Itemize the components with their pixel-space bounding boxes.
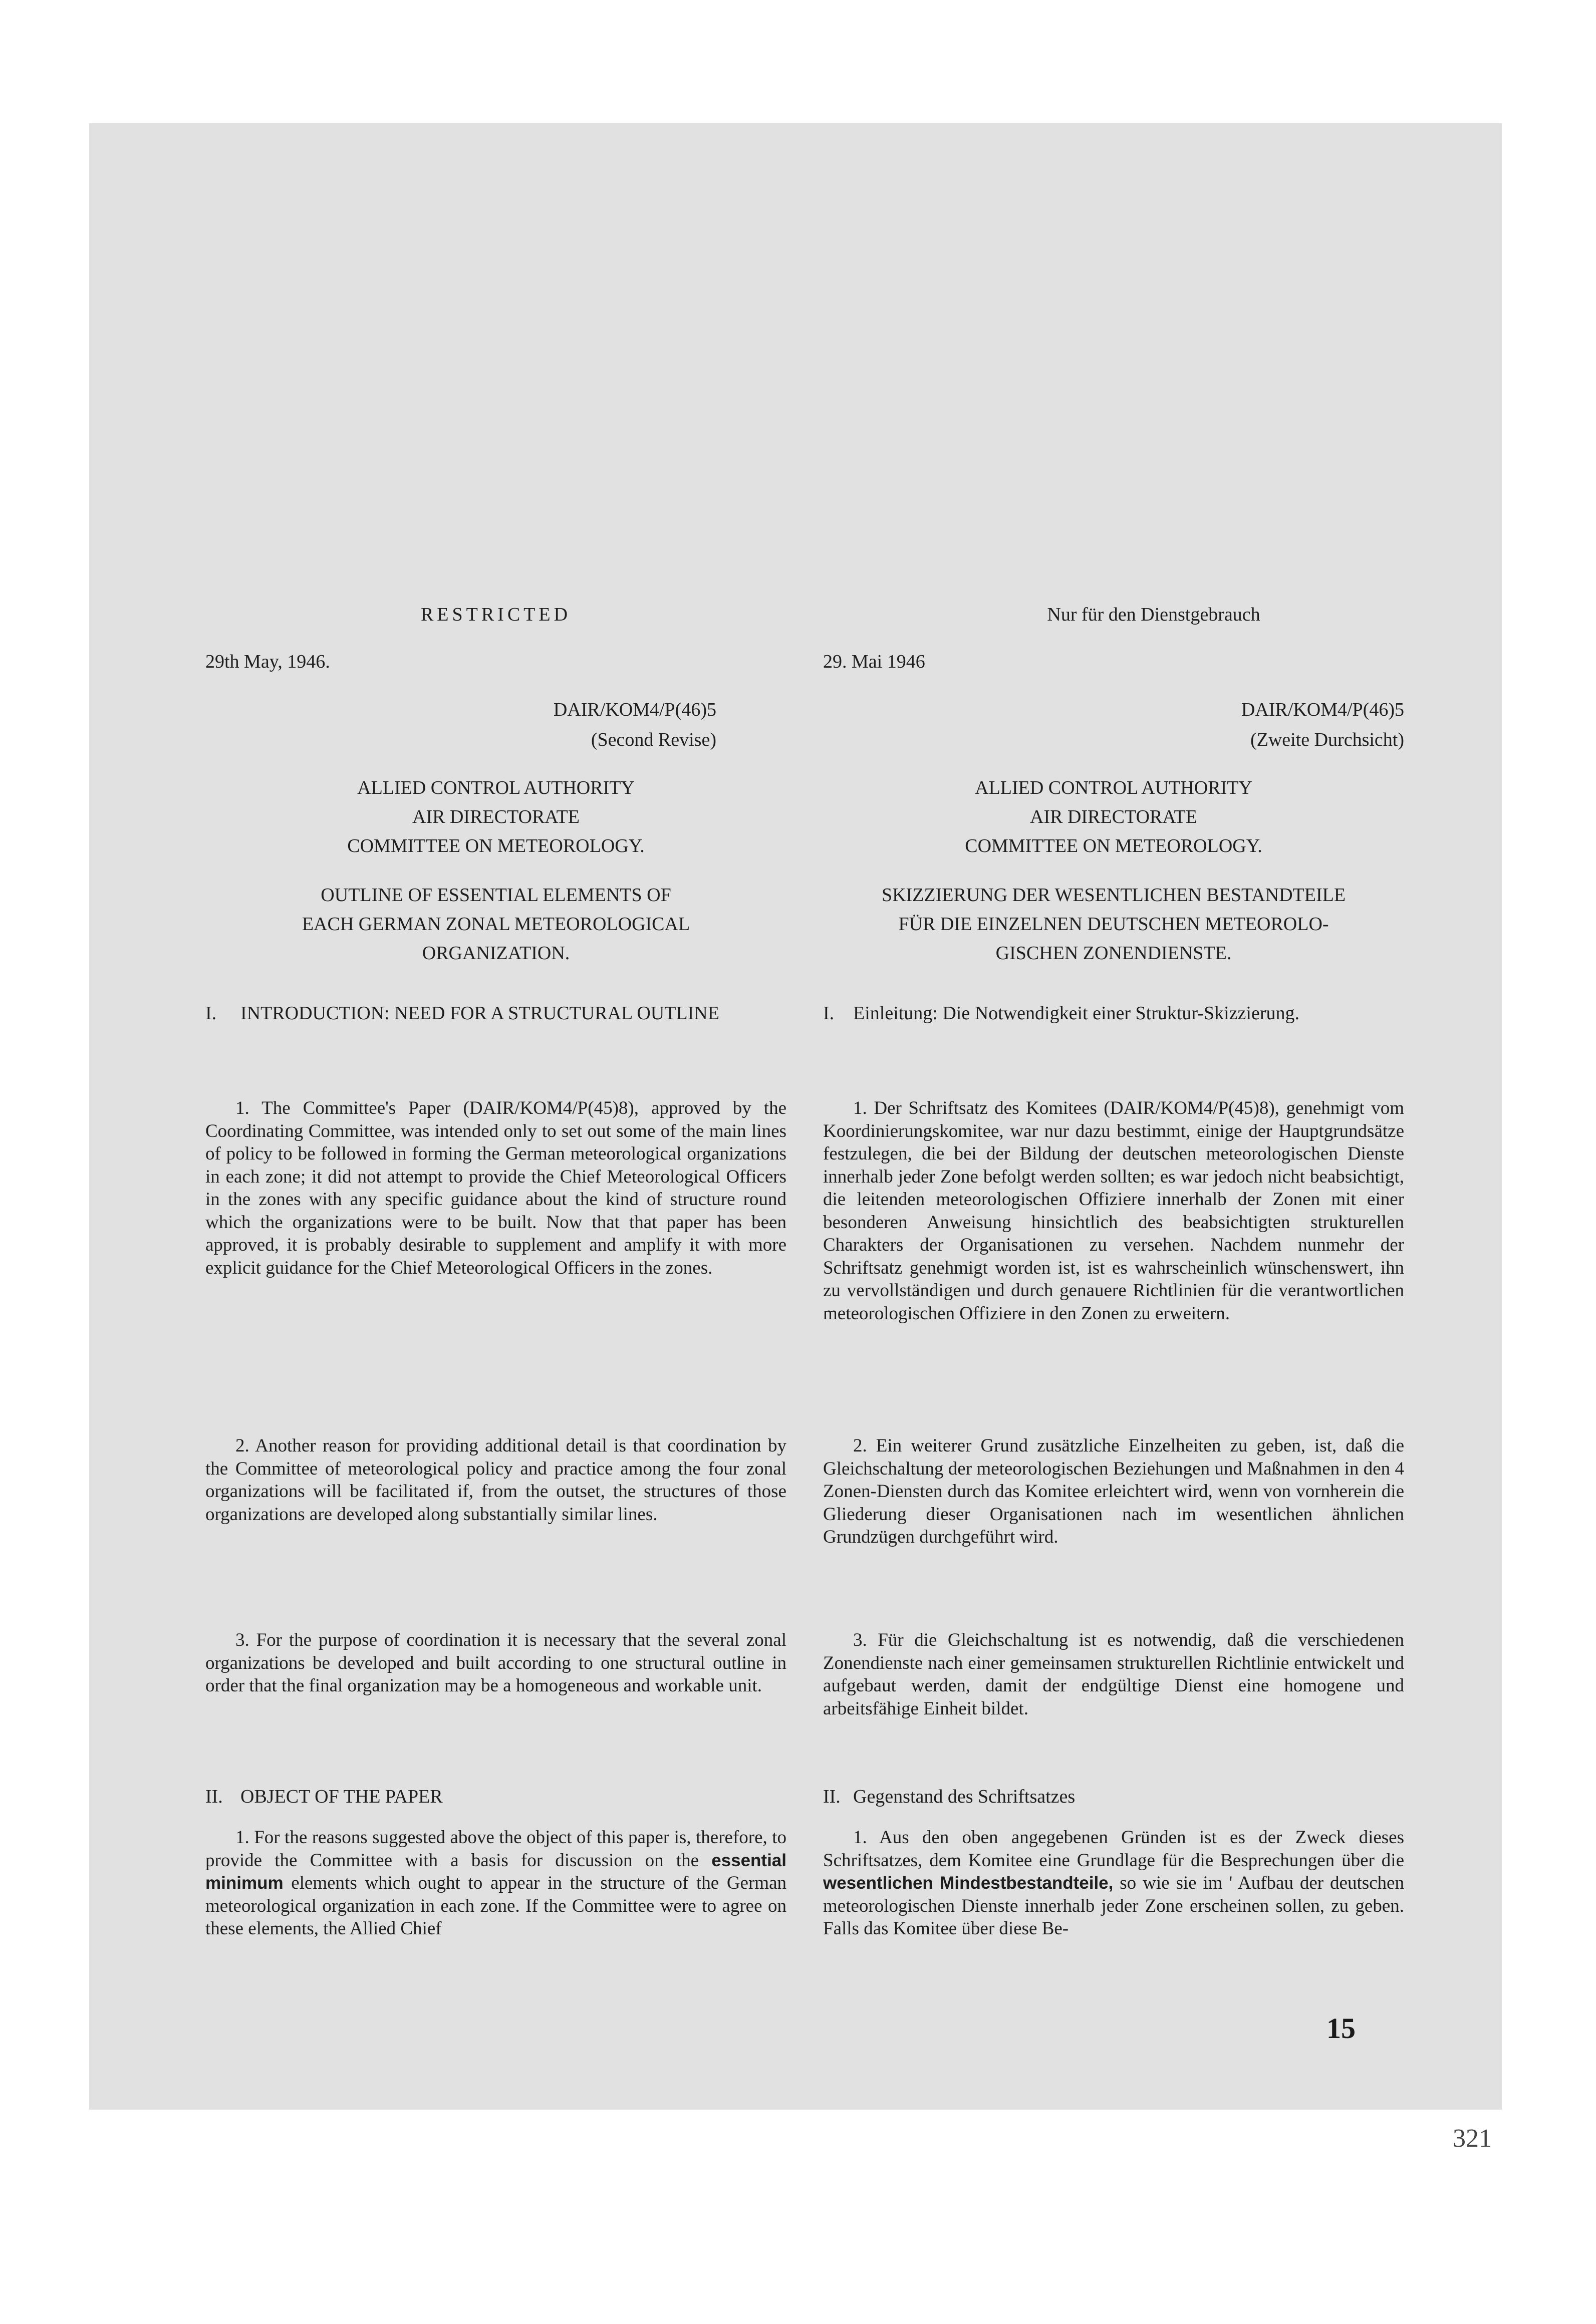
paragraph-1-de: 1. Der Schriftsatz des Komitees (DAIR/KOM4/P(45)8), genehmigt vom Koordinierungskomitee, war nur dazu bestimmt, einige der Hauptgrundsätze festzulegen, die bei der Bildung der deutschen meteorologischen Dienste innerhalb jeder Zone befolgt werden sollten; es war jedoch nicht beabsichtigt, die leitenden meteorologischen Offiziere innerhalb der Zonen mit einer besonderen Anweisung hinsichtlich des beabsichtigten strukturellen Charakters der Organisationen zu versehen. Nachdem nunmehr der Schriftsatz genehmigt worden ist, ist es wahrscheinlich wünschenswert, ihn zu vervollständigen und durch genauere Richtlinien für die verantwortlichen meteorologischen Offiziere in den Zonen zu erweitern. (823, 1098, 1404, 1324)
authority-block-en (205, 773, 786, 860)
section-number: I. (205, 1003, 217, 1024)
paragraph-1-en: 1. The Committee's Paper (DAIR/KOM4/P(45)8), approved by the Coordinating Committee, was intended only to set out some of the main lines of policy to be followed in forming the German meteorological organizations in each zone; it did not attempt to provide the Chief Meteorological Officers in the zones with any specific guidance about the kind of structure round which the organizations were to be built. Now that that paper has been approved, it is probably desirable to supplement and amplify it with more explicit guidance for the Chief Meteorological Officers in the zones. (205, 1098, 786, 1278)
paragraph-text: elements which ought to appear in the structure of the German meteorological organization in each zone. If the Committee were to agree on these elements, the Allied Chief (205, 1873, 786, 1939)
paragraph-text: so wie sie im ' Aufbau der deutschen meteorologischen Dienste innerhalb jeder Zone erscheinen sollen, zu geben. Falls das Komitee über diese Be- (823, 1873, 1404, 1939)
section-title: OBJECT OF THE PAPER (240, 1786, 443, 1807)
section1-heading-de (823, 999, 1404, 1028)
classification-de: Nur für den Dienstgebrauch (1047, 604, 1260, 625)
title-line: OUTLINE OF ESSENTIAL ELEMENTS OF (321, 885, 671, 906)
date-en: 29th May, 1946. (205, 651, 330, 672)
paragraph-2-en: 2. Another reason for providing additional detail is that coordination by the Committee of meteorological policy and practice among the four zonal organizations will be facilitated if, from the outset, the structures of those organizations are developed along substantially similar lines. (205, 1435, 786, 1525)
bold-emphasis: essential minimum (205, 1850, 786, 1893)
authority-block-de (823, 773, 1404, 860)
doc-ref-de: DAIR/KOM4/P(46)5 (1241, 699, 1404, 720)
paragraph-4-de (823, 1826, 1404, 1940)
authority-line: COMMITTEE ON METEOROLOGY. (347, 835, 645, 856)
title-block-de (823, 881, 1404, 968)
document-sheet (89, 123, 1502, 2110)
section2-heading-de (823, 1785, 1404, 1808)
english-column (205, 123, 786, 2110)
book-page-number: 321 (1453, 2124, 1492, 2153)
bold-emphasis: wesentlichen Mindestbestandteile, (823, 1873, 1114, 1893)
revision-en: (Second Revise) (591, 729, 716, 750)
authority-line: ALLIED CONTROL AUTHORITY (975, 777, 1252, 798)
sheet-page-number: 15 (1326, 2012, 1356, 2045)
authority-line: AIR DIRECTORATE (412, 806, 580, 827)
paragraph-4-en (205, 1826, 786, 1940)
doc-ref-en: DAIR/KOM4/P(46)5 (553, 699, 716, 720)
classification-en: RESTRICTED (420, 604, 572, 625)
paragraph-3-en: 3. For the purpose of coordination it is necessary that the several zonal organizations be developed and built according to one structural outline in order that the final organization may be a homogeneous and workable unit. (205, 1630, 786, 1696)
paragraph-text: 1. For the reasons suggested above the object of this paper is, therefore, to provide the Committee with a basis for discussion on the (205, 1827, 786, 1871)
paragraph-3-de: 3. Für die Gleichschaltung ist es notwendig, daß die verschiedenen Zonendienste nach einer gemeinsamen strukturellen Richtlinie entwickelt und aufgebaut werden, damit der endgültige Dienst eine homogene und arbeitsfähige Einheit bildet. (823, 1630, 1404, 1719)
section2-heading-en (205, 1785, 786, 1808)
title-line: FÜR DIE EINZELNEN DEUTSCHEN METEOROLO- (898, 914, 1329, 935)
section-number: I. (823, 1003, 835, 1024)
paragraph-2-de: 2. Ein weiterer Grund zusätzliche Einzelheiten zu geben, ist, daß die Gleichschaltung der meteorologischen Beziehungen und Maßnahmen in den 4 Zonen-Diensten durch das Komitee erleichtert wird, wenn von vornherein die Gliederung dieser Organisationen nach im wesentlichen ähnlichen Grundzügen durchgeführt wird. (823, 1435, 1404, 1547)
authority-line: ALLIED CONTROL AUTHORITY (357, 777, 635, 798)
date-de: 29. Mai 1946 (823, 651, 925, 672)
section-number: II. (823, 1786, 841, 1807)
revision-de: (Zweite Durchsicht) (1250, 729, 1404, 750)
authority-line: COMMITTEE ON METEOROLOGY. (965, 835, 1262, 856)
title-line: GISCHEN ZONENDIENSTE. (995, 943, 1232, 964)
section-title: Einleitung: Die Notwendigkeit einer Struktur-Skizzierung. (853, 1003, 1299, 1024)
title-line: SKIZZIERUNG DER WESENTLICHEN BESTANDTEILE (881, 885, 1346, 906)
section1-heading-en (205, 999, 786, 1028)
german-column (823, 123, 1404, 2110)
title-block-en (205, 881, 786, 968)
section-title: Gegenstand des Schriftsatzes (853, 1786, 1076, 1807)
section-number: II. (205, 1786, 223, 1807)
section-title: INTRODUCTION: NEED FOR A STRUCTURAL OUTLINE (240, 1003, 719, 1024)
paragraph-text: 1. Aus den oben angegebenen Gründen ist es der Zweck dieses Schriftsatzes, dem Komitee eine Grundlage für die Besprechungen über die (823, 1827, 1404, 1871)
authority-line: AIR DIRECTORATE (1030, 806, 1197, 827)
title-line: ORGANIZATION. (422, 943, 570, 964)
title-line: EACH GERMAN ZONAL METEOROLOGICAL (302, 914, 690, 935)
